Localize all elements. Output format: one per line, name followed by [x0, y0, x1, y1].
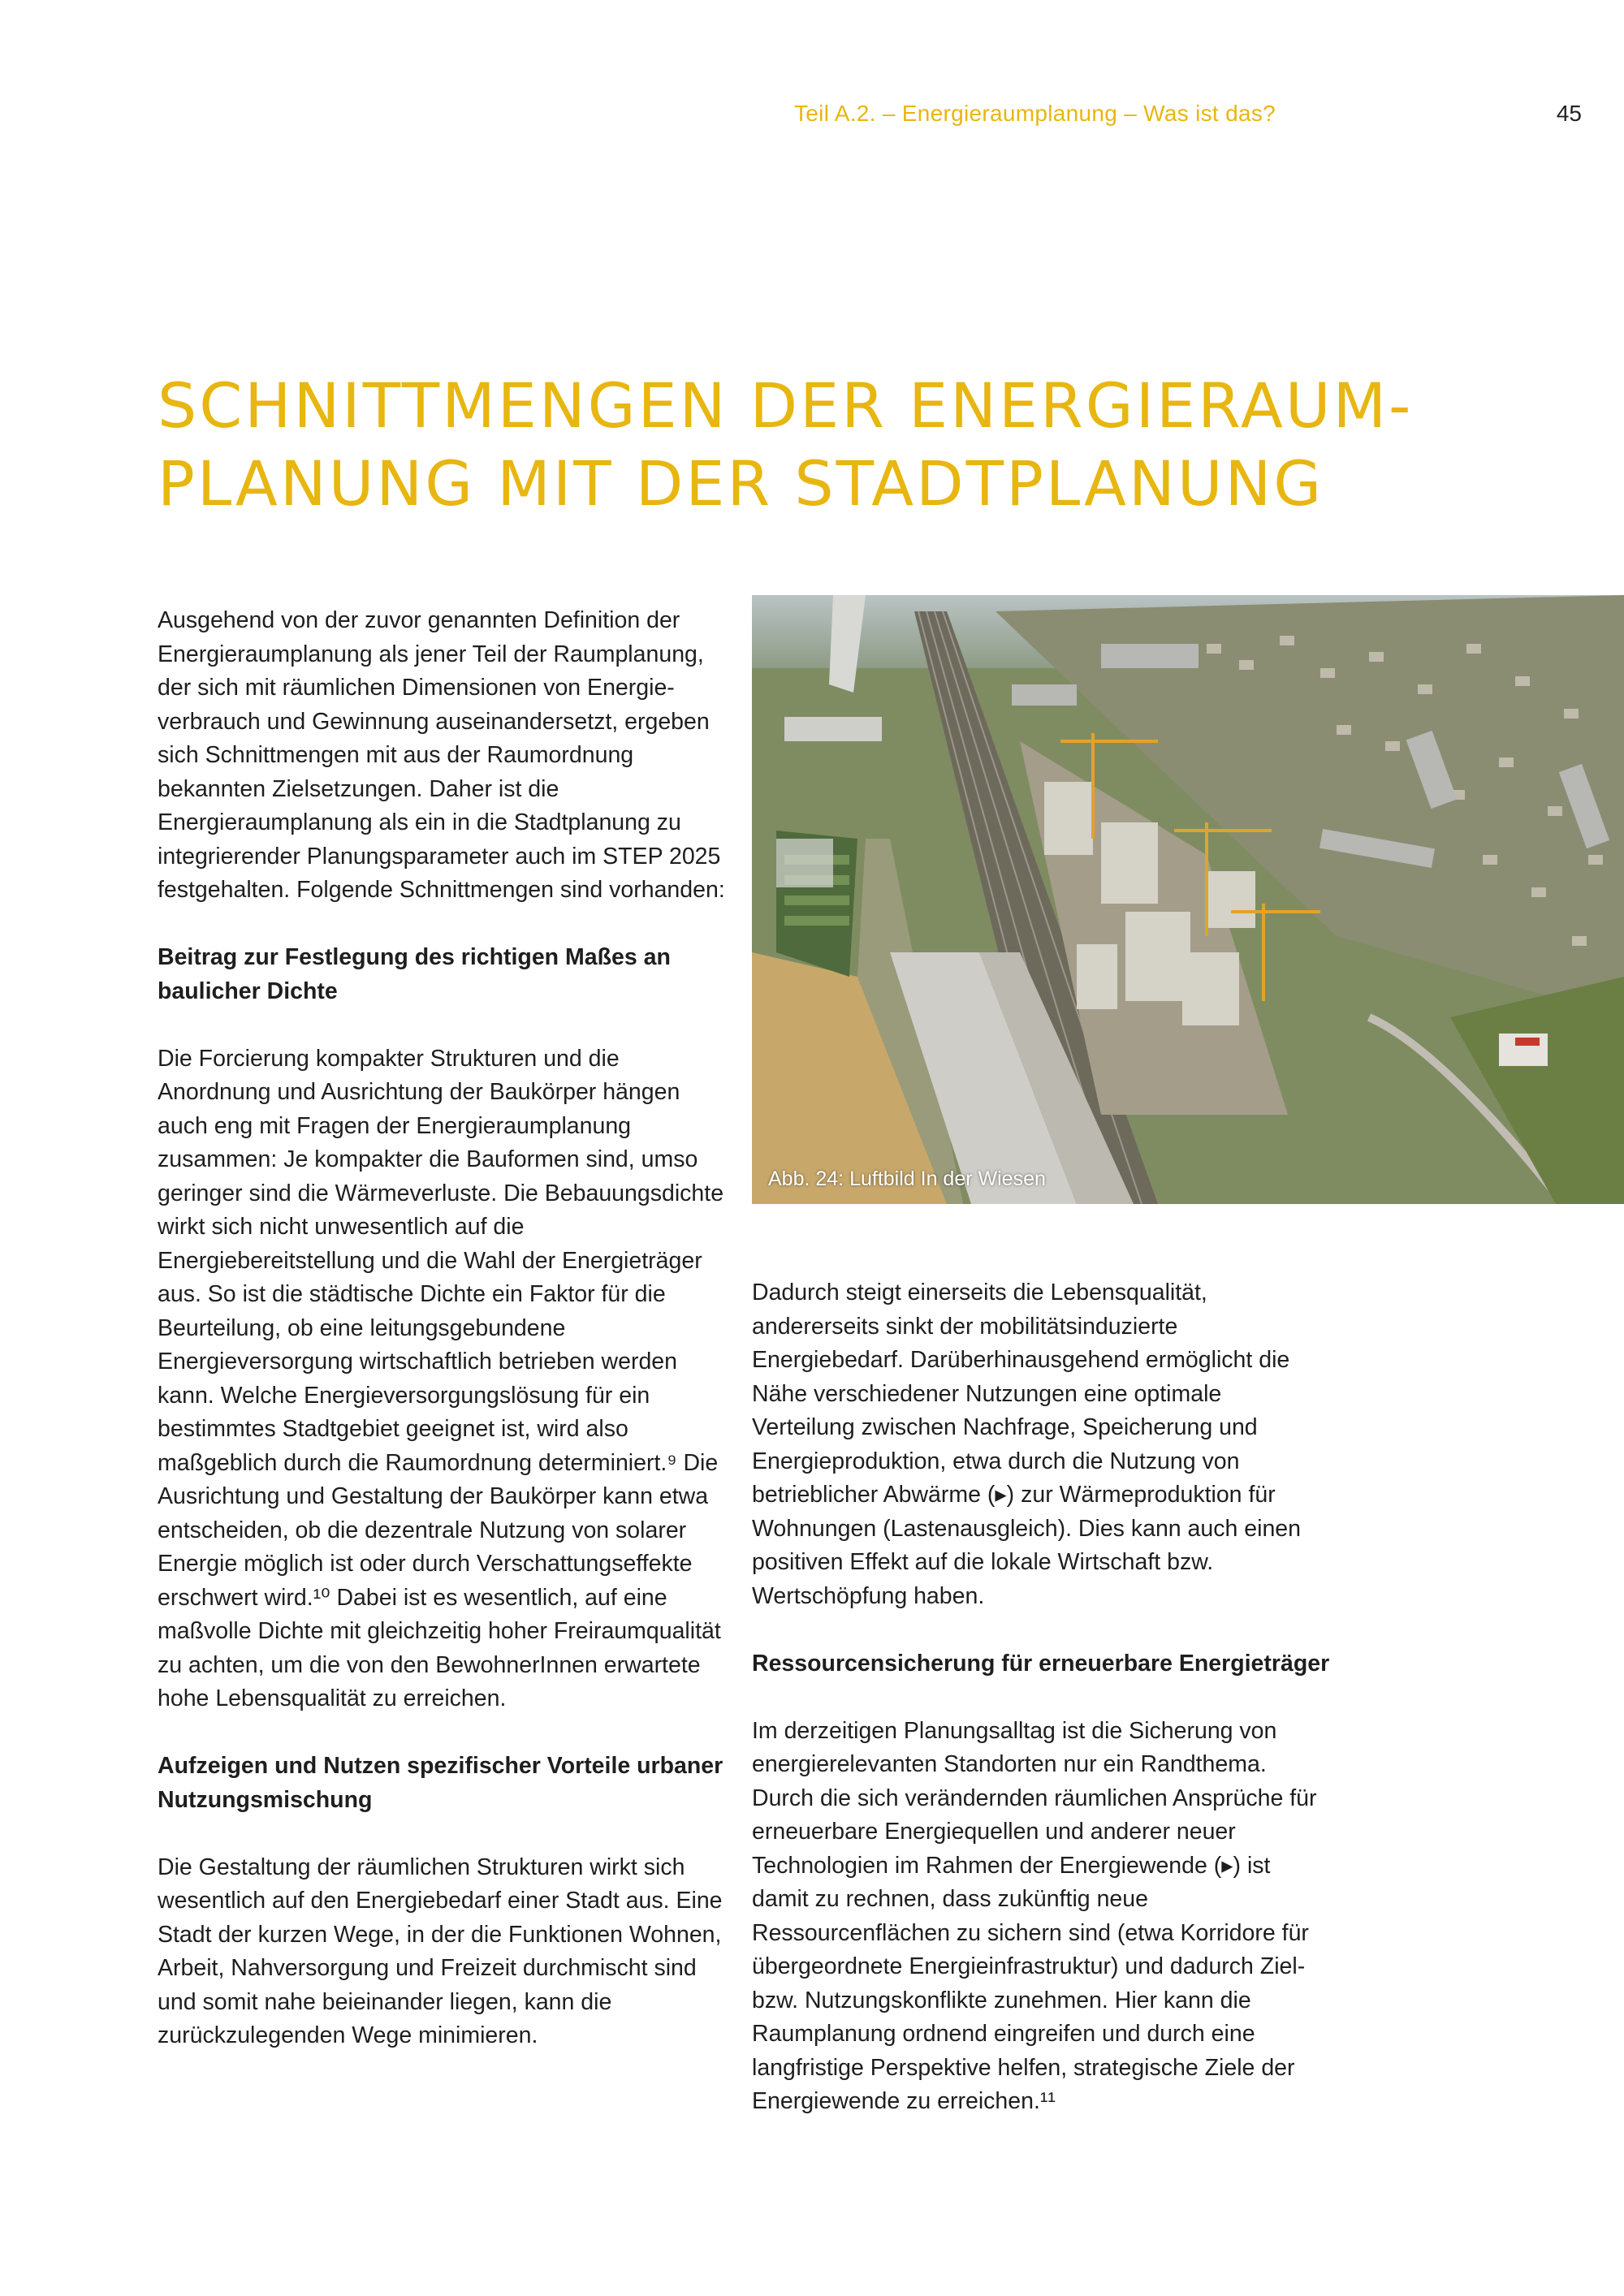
right-column	[752, 1276, 1330, 2152]
section-heading-density: Beitrag zur Festlegung des richtigen Maßes an baulicher Dichte	[158, 944, 671, 1004]
quality-of-life-paragraph: Dadurch steigt einerseits die Lebensqualität, andererseits sinkt der mobilitätsinduzierte Energiebedarf. Darüberhinausgehend ermöglicht die Nähe verschiedener Nutzungen eine optimale Verteilung zwischen Nachfrage, Speicherung und Energieproduktion, etwa durch die Nutzung von betrieblicher Abwärme (▸) zur Wärmeproduktion für Wohnungen (Lastenausgleich). Dies kann auch einen positiven Effekt auf die lokale Wirtschaft bzw. Wertschöpfung haben.	[752, 1280, 1302, 1609]
left-column	[158, 604, 736, 2087]
page-title-line-1: SCHNITTMENGEN DER ENERGIERAUM-	[158, 369, 1414, 442]
figure-caption: Abb. 24: Luftbild In der Wiesen	[768, 1167, 1046, 1190]
page-number: 45	[1556, 101, 1582, 126]
resources-paragraph: Im derzeitigen Planungsalltag ist die Sicherung von energierelevanten Standorten nur ein Randthema. Durch die sich verändernden räumlichen Ansprüche für erneuerbare Energiequellen und anderer neuer Technologien im Rahmen der Energiewende (▸) ist damit zu rechnen, dass zukünftig neue Ressourcenflächen zu sichern sind (etwa Korridore für übergeordnete Energieinfrastruktur) und dadurch Ziel- bzw. Nutzungskonflikte zunehmen. Hier kann die Raumplanung ordnend eingreifen und durch eine langfristige Perspektive helfen, strategische Ziele der Energiewende zu erreichen.¹¹	[752, 1717, 1317, 2114]
running-header: Teil A.2. – Energieraumplanung – Was ist das?	[794, 101, 1276, 126]
aerial-photo	[752, 595, 1624, 1204]
page-title	[158, 367, 1457, 523]
section-heading-mixed-use: Aufzeigen und Nutzen spezifischer Vorteile urbaner Nutzungsmischung	[158, 1753, 723, 1813]
aerial-photo-illustration	[752, 595, 1624, 1204]
page-title-line-2: PLANUNG MIT DER STADTPLANUNG	[158, 447, 1324, 520]
mixed-use-paragraph: Die Gestaltung der räumlichen Strukturen wirkt sich wesentlich auf den Energiebedarf einer Stadt aus. Eine Stadt der kurzen Wege, in der die Funktionen Wohnen, Arbeit, Nahversorgung und Freizeit durchmischt sind und somit nahe beieinander liegen, kann die zurückzulegenden Wege minimieren.	[158, 1854, 723, 2048]
section-heading-resources: Ressourcensicherung für erneuerbare Energieträger	[752, 1650, 1330, 1677]
intro-paragraph: Ausgehend von der zuvor genannten Definition der Energieraumplanung als jener Teil der Raumplanung, der sich mit räumlichen Dimensionen von Energie-verbrauch und Gewinnung auseinandersetzt, ergeben sich Schnittmengen mit aus der Raumordnung bekannten Zielsetzungen. Daher ist die Energieraumplanung als ein in die Stadtplanung zu integrierender Planungsparameter auch im STEP 2025 festgehalten. Folgende Schnittmengen sind vorhanden:	[158, 607, 725, 903]
density-paragraph: Die Forcierung kompakter Strukturen und die Anordnung und Ausrichtung der Baukörper hängen auch eng mit Fragen der Energieraumplanung zusammen: Je kompakter die Bauformen sind, umso geringer sind die Wärmeverluste. Die Bebauungsdichte wirkt sich nicht unwesentlich auf die Energiebereitstellung und die Wahl der Energieträger aus. So ist die städtische Dichte ein Faktor für die Beurteilung, ob eine leitungsgebundene Energieversorgung wirtschaftlich betrieben werden kann. Welche Energieversorgungslösung für ein bestimmtes Stadtgebiet geeignet ist, wird also maßgeblich durch die Raumordnung determiniert.⁹ Die Ausrichtung und Gestaltung der Baukörper kann etwa entscheiden, ob die dezentrale Nutzung von solarer Energie möglich ist oder durch Verschattungseffekte erschwert wird.¹⁰ Dabei ist es wesentlich, auf eine maßvolle Dichte mit gleichzeitig hoher Freiraumqualität zu achten, um die von den BewohnerInnen erwartete hohe Lebensqualität zu erreichen.	[158, 1045, 724, 1711]
